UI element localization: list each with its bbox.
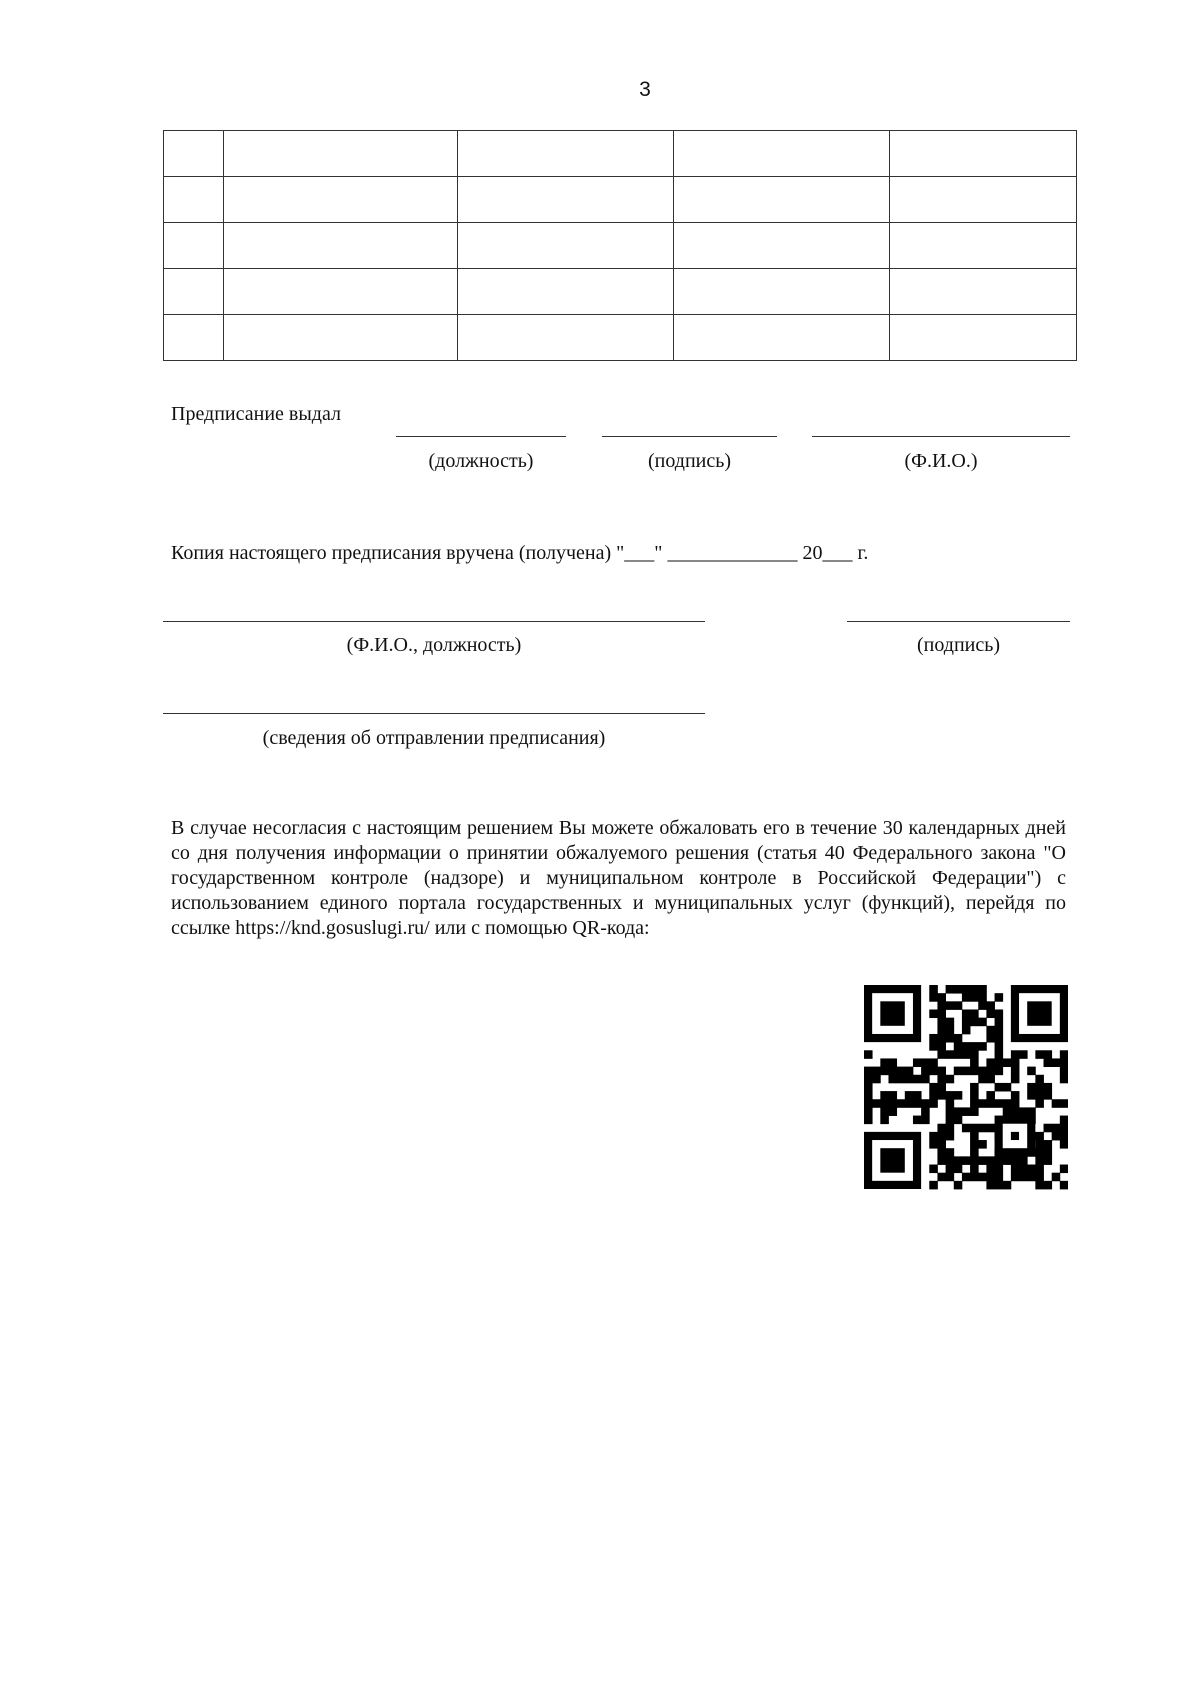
page-number: 3 (639, 78, 651, 101)
table-row (164, 131, 1077, 177)
table-cell (674, 131, 890, 177)
table-cell (674, 223, 890, 269)
sending-info-line (163, 713, 705, 714)
table-cell (164, 223, 224, 269)
table-cell (890, 223, 1077, 269)
issued-by-label: Предписание выдал (171, 403, 342, 425)
table-row (164, 223, 1077, 269)
table-cell (674, 315, 890, 361)
table-cell (224, 177, 458, 223)
table-cell (458, 269, 674, 315)
copy-received-line: Копия настоящего предписания вручена (получена) "___" _____________ 20___ г. (171, 542, 869, 564)
table-cell (164, 177, 224, 223)
table-cell (674, 177, 890, 223)
table-cell (224, 223, 458, 269)
table-cell (224, 131, 458, 177)
position-line (396, 436, 566, 437)
name-line (812, 436, 1070, 437)
table-cell (164, 131, 224, 177)
inspection-table (163, 130, 1077, 361)
name-caption: (Ф.И.О.) (904, 450, 978, 472)
table-cell (890, 177, 1077, 223)
table-cell (164, 269, 224, 315)
table-cell (458, 131, 674, 177)
table-cell (224, 315, 458, 361)
table-cell (224, 269, 458, 315)
table-cell (890, 131, 1077, 177)
table-cell (890, 315, 1077, 361)
recipient-signature-line (847, 621, 1070, 622)
recipient-name-line (163, 621, 705, 622)
position-caption: (должность) (428, 450, 534, 472)
table-cell (674, 269, 890, 315)
appeal-paragraph: В случае несогласия с настоящим решением Вы можете обжаловать его в течение 30 календарных дней со дня получения информации о принятии обжалуемого решения (статья 40 Федерального закона "О государственном контроле (надзоре) и муниципальном контроле в Российской Федерации") с использованием единого портала государственных и муниципальных услуг (функций), перейдя по ссылке https://knd.gosuslugi.ru/ или с помощью QR-кода: (171, 817, 1066, 939)
qr-code-icon[interactable] (864, 985, 1068, 1191)
table-row (164, 315, 1077, 361)
sending-info-caption: (сведения об отправлении предписания) (262, 727, 606, 749)
table-row (164, 177, 1077, 223)
table-cell (458, 315, 674, 361)
signature-caption: (подпись) (647, 450, 732, 472)
signature-line (602, 436, 777, 437)
recipient-name-caption: (Ф.И.О., должность) (346, 634, 522, 656)
table-cell (890, 269, 1077, 315)
table-cell (164, 315, 224, 361)
recipient-signature-caption: (подпись) (916, 634, 1001, 656)
table-cell (458, 223, 674, 269)
table-cell (458, 177, 674, 223)
table-row (164, 269, 1077, 315)
